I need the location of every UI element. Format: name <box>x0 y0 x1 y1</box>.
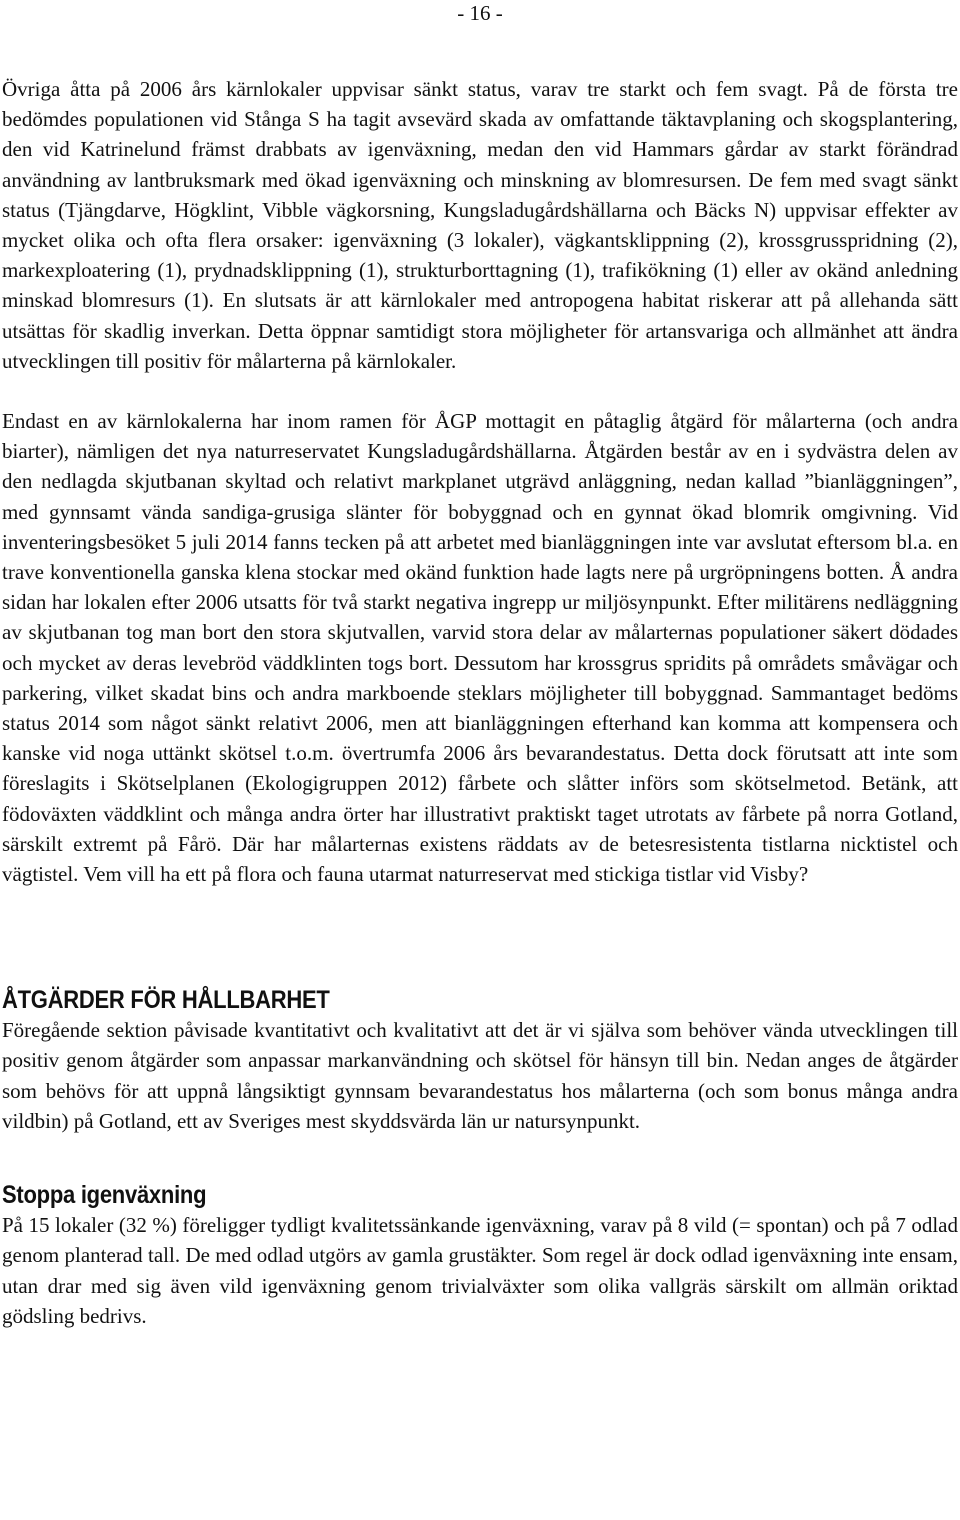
paragraph-core-sites-status: Övriga åtta på 2006 års kärnlokaler uppvisar sänkt status, varav tre starkt och fem svagt. På de första tre bedömdes populationen vid Stånga S ha tagit avsevärd skada av omfattande täktavplaning och skogsplantering, den vid Katrinelund främst drabbats av igenväxning, medan den vid Hammars gårdar av starkt förändrad användning av lantbruksmark med ökad igenväxning och minskning av blomresursen. De fem med svagt sänkt status (Tjängdarve, Högklint, Vibble vägkorsning, Kungsladugårdshällarna och Bäcks N) uppvisar effekter av mycket olika och ofta flera orsaker: igenväxning (3 lokaler), vägkantsklippning (2), krossgrusspridning (2), markexploatering (1), prydnadsklippning (1), strukturborttagning (1), trafikökning (1) eller av okänd anledning minskad blomresurs (1). En slutsats är att kärnlokaler med antropogena habitat riskerar att på allehanda sätt utsättas för skadlig inverkan. Detta öppnar samtidigt stora möjligheter för artansvariga och allmänhet att ändra utvecklingen till positiv för målarterna på kärnlokaler. <box>2 77 958 373</box>
paragraph-kungsladugardshallarna: Endast en av kärnlokalerna har inom ramen för ÅGP mottagit en påtaglig åtgärd för målarterna (och andra biarter), nämligen det nya naturreservatet Kungsladugårdshällarna. Åtgärden består av en i sydvästra delen av den nedlagda skjutbanan skyltad och relativt markplanet utgrävd anläggning, nedan kallad ”bianläggningen”, med gynnsamt vända sandiga-grusiga slänter för bobyggnad och en gynnat ökad blomrik omgivning. Vid inventeringsbesöket 5 juli 2014 fanns tecken på att arbetet med bianläggningen inte var avslutat eftersom bl.a. en trave konventionella ganska klena stockar med okänd funktion hade lagts nere på urgröpningens botten. Å andra sidan har lokalen efter 2006 utsatts för två starkt negativa ingrepp ur miljösynpunkt. Efter militärens nedläggning av skjutbanan tog man bort den stora skjutvallen, varvid stora delar av målarternas populationer säkert dödades och mycket av deras levebröd väddklinten togs bort. Dessutom har krossgrus spridits på områdets småvägar och parkering, vilket skadat bins och andra markboende steklars möjligheter till bobyggnad. Sammantaget bedöms status 2014 som något sänkt relativt 2006, men att bianläggningen efterhand kan komma att kompensera och kanske vid noga uttänkt skötsel t.o.m. övertrumfa 2006 års bevarandestatus. Detta dock förutsatt att inte som föreslagits i Skötselplanen (Ekologigruppen 2012) fårbete och slåtter införs som skötselmetod. Betänk, att födoväxten väddklint och många andra örter har illustrativt praktiskt taget utrotats av fårbete på norra Gotland, särskilt extremt på Fårö. Där har målarternas existens räddats av de betesresistenta tistlarna nicktistel och vägtistel. Vem vill ha ett på flora och fauna utarmat naturreservat med stickiga tistlar vid Visby? <box>2 409 958 887</box>
subsection-heading-stoppa-igenvaxning: Stoppa igenväxning <box>2 1181 207 1210</box>
paragraph-section-intro: Föregående sektion påvisade kvantitativt och kvalitativt att det är vi själva som behöver vända utvecklingen till positiv genom åtgärder som anpassar markanvändning och skötsel för hänsyn till bin. Nedan anges de åtgärder som behövs för att uppnå långsiktigt gynnsam bevarandestatus hos målarterna (och som bonus många andra vildbin) på Gotland, ett av Sveriges mest skyddsvärda län ur natursynpunkt. <box>2 1018 958 1133</box>
paragraph-igenvaxning: På 15 lokaler (32 %) föreligger tydligt kvalitetssänkande igenväxning, varav på 8 vild (= spontan) och på 7 odlad genom planterad tall. De med odlad utgörs av gamla grustäkter. Som regel är dock odlad igenväxning inte ensam, utan drar med sig även vild igenväxning genom trivialväxter som olika vallgräs särskilt om allmän oriktad gödsling bedrivs. <box>2 1213 958 1328</box>
page-number: - 16 - <box>457 1 503 25</box>
section-heading-atgarder: ÅTGÄRDER FÖR HÅLLBARHET <box>2 986 330 1015</box>
document-body <box>2 74 958 1331</box>
